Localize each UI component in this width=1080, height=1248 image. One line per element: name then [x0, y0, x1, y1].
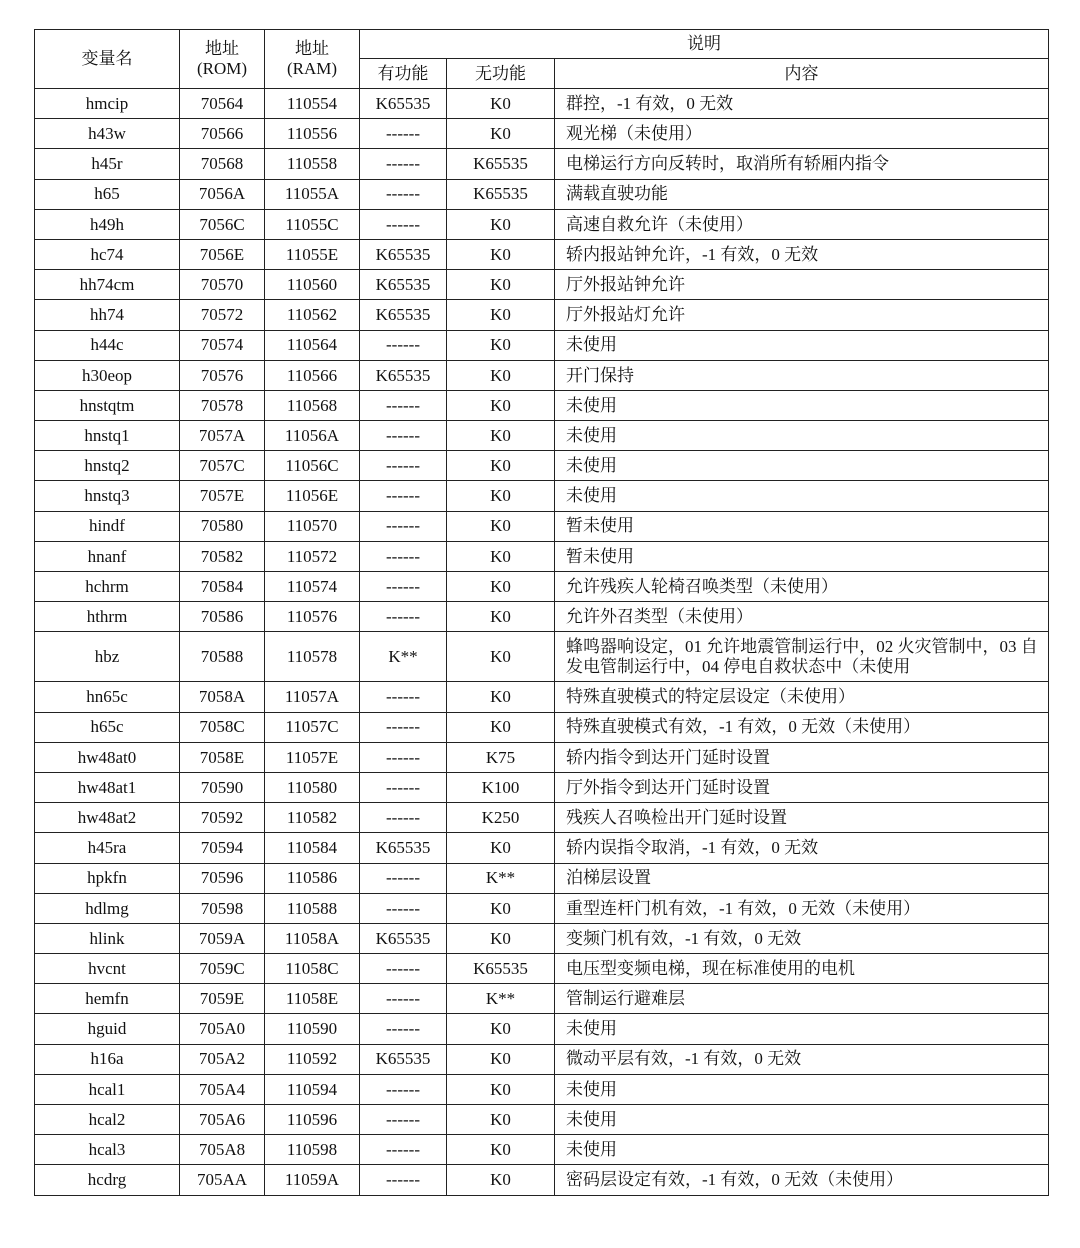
table-row	[35, 833, 1049, 863]
ram-address-cell: 11056C	[265, 451, 360, 481]
var-name-cell: hthrm	[35, 602, 180, 632]
table-row	[35, 1044, 1049, 1074]
has-function-cell: ------	[360, 803, 447, 833]
var-name-cell: hemfn	[35, 984, 180, 1014]
description-cell: 未使用	[555, 1135, 1049, 1165]
description-cell: 特殊直驶模式有效，-1 有效，0 无效（未使用）	[555, 712, 1049, 742]
has-function-cell: ------	[360, 179, 447, 209]
var-name-cell: hlink	[35, 923, 180, 953]
no-function-cell: K0	[447, 923, 555, 953]
var-name-cell: hguid	[35, 1014, 180, 1044]
rom-address-cell: 705AA	[180, 1165, 265, 1195]
rom-address-cell: 70584	[180, 572, 265, 602]
var-name-cell: hw48at1	[35, 772, 180, 802]
rom-address-cell: 70578	[180, 390, 265, 420]
ram-address-cell: 110592	[265, 1044, 360, 1074]
ram-address-cell: 11058E	[265, 984, 360, 1014]
table-row	[35, 481, 1049, 511]
table-row	[35, 923, 1049, 953]
var-name-cell: hn65c	[35, 682, 180, 712]
description-cell: 观光梯（未使用）	[555, 119, 1049, 149]
table-row	[35, 511, 1049, 541]
no-function-cell: K0	[447, 572, 555, 602]
ram-address-cell: 11057E	[265, 742, 360, 772]
no-function-cell: K0	[447, 270, 555, 300]
no-function-cell: K0	[447, 632, 555, 682]
ram-address-cell: 110598	[265, 1135, 360, 1165]
no-function-cell: K0	[447, 421, 555, 451]
has-function-cell: ------	[360, 602, 447, 632]
rom-address-cell: 7059C	[180, 954, 265, 984]
has-function-cell: ------	[360, 451, 447, 481]
var-name-cell: h65	[35, 179, 180, 209]
ram-address-cell: 110578	[265, 632, 360, 682]
header-content: 内容	[555, 59, 1049, 89]
rom-address-cell: 70586	[180, 602, 265, 632]
description-cell: 未使用	[555, 451, 1049, 481]
rom-address-cell: 705A0	[180, 1014, 265, 1044]
header-addr-rom: 地址 (ROM)	[180, 30, 265, 89]
ram-address-cell: 11056E	[265, 481, 360, 511]
table-row	[35, 893, 1049, 923]
rom-address-cell: 7056E	[180, 239, 265, 269]
table-row	[35, 330, 1049, 360]
no-function-cell: K0	[447, 682, 555, 712]
has-function-cell: ------	[360, 772, 447, 802]
no-function-cell: K0	[447, 1135, 555, 1165]
has-function-cell: ------	[360, 1165, 447, 1195]
ram-address-cell: 110558	[265, 149, 360, 179]
var-name-cell: hnstq2	[35, 451, 180, 481]
rom-address-cell: 70596	[180, 863, 265, 893]
table-body	[35, 89, 1049, 1196]
table-row	[35, 89, 1049, 119]
var-name-cell: hnstqtm	[35, 390, 180, 420]
ram-address-cell: 11058C	[265, 954, 360, 984]
ram-address-cell: 11056A	[265, 421, 360, 451]
header-has-func: 有功能	[360, 59, 447, 89]
table-row	[35, 742, 1049, 772]
var-name-cell: hbz	[35, 632, 180, 682]
var-name-cell: hw48at0	[35, 742, 180, 772]
table-row	[35, 421, 1049, 451]
description-cell: 未使用	[555, 481, 1049, 511]
var-name-cell: hcal3	[35, 1135, 180, 1165]
ram-address-cell: 11059A	[265, 1165, 360, 1195]
rom-address-cell: 7058E	[180, 742, 265, 772]
var-name-cell: hw48at2	[35, 803, 180, 833]
table-row	[35, 1074, 1049, 1104]
rom-address-cell: 705A4	[180, 1074, 265, 1104]
var-name-cell: h65c	[35, 712, 180, 742]
ram-address-cell: 110588	[265, 893, 360, 923]
ram-address-cell: 11057A	[265, 682, 360, 712]
rom-address-cell: 70572	[180, 300, 265, 330]
table-row	[35, 863, 1049, 893]
no-function-cell: K0	[447, 602, 555, 632]
description-cell: 暂未使用	[555, 511, 1049, 541]
description-cell: 未使用	[555, 390, 1049, 420]
has-function-cell: ------	[360, 1105, 447, 1135]
description-cell: 轿内误指令取消，-1 有效，0 无效	[555, 833, 1049, 863]
description-cell: 群控，-1 有效，0 无效	[555, 89, 1049, 119]
no-function-cell: K0	[447, 1105, 555, 1135]
has-function-cell: ------	[360, 954, 447, 984]
rom-address-cell: 70576	[180, 360, 265, 390]
no-function-cell: K0	[447, 451, 555, 481]
ram-address-cell: 110590	[265, 1014, 360, 1044]
table-row	[35, 602, 1049, 632]
ram-address-cell: 110596	[265, 1105, 360, 1135]
rom-address-cell: 70598	[180, 893, 265, 923]
description-cell: 电梯运行方向反转时，取消所有轿厢内指令	[555, 149, 1049, 179]
table-row	[35, 209, 1049, 239]
has-function-cell: K65535	[360, 89, 447, 119]
description-cell: 管制运行避难层	[555, 984, 1049, 1014]
ram-address-cell: 11055A	[265, 179, 360, 209]
description-cell: 厅外报站灯允许	[555, 300, 1049, 330]
no-function-cell: K0	[447, 1074, 555, 1104]
no-function-cell: K0	[447, 1165, 555, 1195]
no-function-cell: K0	[447, 330, 555, 360]
has-function-cell: ------	[360, 149, 447, 179]
description-cell: 变频门机有效，-1 有效，0 无效	[555, 923, 1049, 953]
rom-address-cell: 7057C	[180, 451, 265, 481]
table-row	[35, 451, 1049, 481]
var-name-cell: hindf	[35, 511, 180, 541]
rom-address-cell: 7056C	[180, 209, 265, 239]
table-row	[35, 772, 1049, 802]
description-cell: 厅外报站钟允许	[555, 270, 1049, 300]
has-function-cell: ------	[360, 119, 447, 149]
ram-address-cell: 110562	[265, 300, 360, 330]
table-row	[35, 572, 1049, 602]
no-function-cell: K0	[447, 893, 555, 923]
ram-address-cell: 110580	[265, 772, 360, 802]
var-name-cell: h45ra	[35, 833, 180, 863]
description-cell: 高速自救允许（未使用）	[555, 209, 1049, 239]
table-row	[35, 179, 1049, 209]
has-function-cell: ------	[360, 1074, 447, 1104]
description-cell: 泊梯层设置	[555, 863, 1049, 893]
ram-address-cell: 110572	[265, 541, 360, 571]
rom-address-cell: 705A8	[180, 1135, 265, 1165]
description-cell: 允许残疾人轮椅召唤类型（未使用）	[555, 572, 1049, 602]
rom-address-cell: 70574	[180, 330, 265, 360]
no-function-cell: K0	[447, 300, 555, 330]
ram-address-cell: 110568	[265, 390, 360, 420]
var-name-cell: hc74	[35, 239, 180, 269]
var-name-cell: hnstq3	[35, 481, 180, 511]
description-cell: 未使用	[555, 1014, 1049, 1044]
rom-address-cell: 7058C	[180, 712, 265, 742]
table-row	[35, 541, 1049, 571]
rom-address-cell: 70568	[180, 149, 265, 179]
table-row	[35, 390, 1049, 420]
table-row	[35, 1135, 1049, 1165]
header-addr-ram: 地址 (RAM)	[265, 30, 360, 89]
rom-address-cell: 7057E	[180, 481, 265, 511]
has-function-cell: K65535	[360, 239, 447, 269]
no-function-cell: K0	[447, 390, 555, 420]
var-name-cell: hnstq1	[35, 421, 180, 451]
var-name-cell: h45r	[35, 149, 180, 179]
parameter-table	[34, 29, 1049, 1196]
table-row	[35, 712, 1049, 742]
var-name-cell: hh74	[35, 300, 180, 330]
rom-address-cell: 70566	[180, 119, 265, 149]
var-name-cell: hdlmg	[35, 893, 180, 923]
description-cell: 特殊直驶模式的特定层设定（未使用）	[555, 682, 1049, 712]
rom-address-cell: 70564	[180, 89, 265, 119]
rom-address-cell: 70594	[180, 833, 265, 863]
ram-address-cell: 110560	[265, 270, 360, 300]
no-function-cell: K0	[447, 119, 555, 149]
var-name-cell: hpkfn	[35, 863, 180, 893]
var-name-cell: h49h	[35, 209, 180, 239]
no-function-cell: K75	[447, 742, 555, 772]
no-function-cell: K65535	[447, 179, 555, 209]
rom-address-cell: 70588	[180, 632, 265, 682]
table-row	[35, 803, 1049, 833]
no-function-cell: K65535	[447, 954, 555, 984]
no-function-cell: K0	[447, 481, 555, 511]
rom-address-cell: 705A2	[180, 1044, 265, 1074]
ram-address-cell: 110576	[265, 602, 360, 632]
has-function-cell: ------	[360, 984, 447, 1014]
description-cell: 残疾人召唤检出开门延时设置	[555, 803, 1049, 833]
header-no-func: 无功能	[447, 59, 555, 89]
no-function-cell: K0	[447, 360, 555, 390]
no-function-cell: K**	[447, 984, 555, 1014]
has-function-cell: K65535	[360, 300, 447, 330]
table-row	[35, 632, 1049, 682]
has-function-cell: K65535	[360, 270, 447, 300]
ram-address-cell: 110582	[265, 803, 360, 833]
ram-address-cell: 11055E	[265, 239, 360, 269]
ram-address-cell: 110584	[265, 833, 360, 863]
rom-address-cell: 7056A	[180, 179, 265, 209]
description-cell: 开门保持	[555, 360, 1049, 390]
ram-address-cell: 110556	[265, 119, 360, 149]
description-cell: 微动平层有效，-1 有效，0 无效	[555, 1044, 1049, 1074]
description-cell: 暂未使用	[555, 541, 1049, 571]
no-function-cell: K0	[447, 209, 555, 239]
var-name-cell: hcal1	[35, 1074, 180, 1104]
rom-address-cell: 705A6	[180, 1105, 265, 1135]
table-row	[35, 300, 1049, 330]
var-name-cell: h30eop	[35, 360, 180, 390]
header-description: 说明	[360, 30, 1049, 59]
description-cell: 未使用	[555, 1074, 1049, 1104]
var-name-cell: h16a	[35, 1044, 180, 1074]
has-function-cell: ------	[360, 481, 447, 511]
description-cell: 密码层设定有效，-1 有效，0 无效（未使用）	[555, 1165, 1049, 1195]
has-function-cell: ------	[360, 1135, 447, 1165]
description-cell: 电压型变频电梯，现在标准使用的电机	[555, 954, 1049, 984]
ram-address-cell: 11058A	[265, 923, 360, 953]
ram-address-cell: 110554	[265, 89, 360, 119]
rom-address-cell: 7058A	[180, 682, 265, 712]
rom-address-cell: 70570	[180, 270, 265, 300]
has-function-cell: ------	[360, 572, 447, 602]
has-function-cell: ------	[360, 209, 447, 239]
table-row	[35, 119, 1049, 149]
ram-address-cell: 11057C	[265, 712, 360, 742]
table-row	[35, 1165, 1049, 1195]
has-function-cell: ------	[360, 742, 447, 772]
description-cell: 满载直驶功能	[555, 179, 1049, 209]
no-function-cell: K0	[447, 511, 555, 541]
description-cell: 蜂鸣器响设定，01 允许地震管制运行中，02 火灾管制中，03 自发电管制运行中，04 停电自救状态中（未使用	[555, 632, 1049, 682]
no-function-cell: K100	[447, 772, 555, 802]
no-function-cell: K65535	[447, 149, 555, 179]
description-cell: 轿内报站钟允许，-1 有效，0 无效	[555, 239, 1049, 269]
rom-address-cell: 70590	[180, 772, 265, 802]
var-name-cell: hcdrg	[35, 1165, 180, 1195]
var-name-cell: hnanf	[35, 541, 180, 571]
description-cell: 未使用	[555, 330, 1049, 360]
no-function-cell: K0	[447, 541, 555, 571]
has-function-cell: ------	[360, 712, 447, 742]
description-cell: 重型连杆门机有效，-1 有效，0 无效（未使用）	[555, 893, 1049, 923]
table-row	[35, 360, 1049, 390]
rom-address-cell: 70592	[180, 803, 265, 833]
has-function-cell: K65535	[360, 1044, 447, 1074]
var-name-cell: hh74cm	[35, 270, 180, 300]
no-function-cell: K0	[447, 1044, 555, 1074]
ram-address-cell: 110574	[265, 572, 360, 602]
table-row	[35, 682, 1049, 712]
no-function-cell: K**	[447, 863, 555, 893]
has-function-cell: ------	[360, 1014, 447, 1044]
rom-address-cell: 7059E	[180, 984, 265, 1014]
table-row	[35, 149, 1049, 179]
has-function-cell: ------	[360, 863, 447, 893]
rom-address-cell: 70580	[180, 511, 265, 541]
no-function-cell: K250	[447, 803, 555, 833]
var-name-cell: h44c	[35, 330, 180, 360]
table-row	[35, 270, 1049, 300]
description-cell: 未使用	[555, 1105, 1049, 1135]
ram-address-cell: 110564	[265, 330, 360, 360]
no-function-cell: K0	[447, 239, 555, 269]
no-function-cell: K0	[447, 833, 555, 863]
rom-address-cell: 7057A	[180, 421, 265, 451]
description-cell: 厅外指令到达开门延时设置	[555, 772, 1049, 802]
var-name-cell: h43w	[35, 119, 180, 149]
has-function-cell: ------	[360, 541, 447, 571]
has-function-cell: ------	[360, 390, 447, 420]
has-function-cell: ------	[360, 893, 447, 923]
ram-address-cell: 11055C	[265, 209, 360, 239]
table-row	[35, 984, 1049, 1014]
var-name-cell: hvcnt	[35, 954, 180, 984]
table-row	[35, 954, 1049, 984]
has-function-cell: K65535	[360, 923, 447, 953]
has-function-cell: K**	[360, 632, 447, 682]
table-row	[35, 1014, 1049, 1044]
has-function-cell: K65535	[360, 833, 447, 863]
ram-address-cell: 110594	[265, 1074, 360, 1104]
has-function-cell: K65535	[360, 360, 447, 390]
no-function-cell: K0	[447, 89, 555, 119]
var-name-cell: hmcip	[35, 89, 180, 119]
no-function-cell: K0	[447, 1014, 555, 1044]
description-cell: 未使用	[555, 421, 1049, 451]
has-function-cell: ------	[360, 511, 447, 541]
rom-address-cell: 7059A	[180, 923, 265, 953]
table-row	[35, 1105, 1049, 1135]
description-cell: 轿内指令到达开门延时设置	[555, 742, 1049, 772]
no-function-cell: K0	[447, 712, 555, 742]
header-var-name: 变量名	[35, 30, 180, 89]
description-cell: 允许外召类型（未使用）	[555, 602, 1049, 632]
ram-address-cell: 110586	[265, 863, 360, 893]
ram-address-cell: 110566	[265, 360, 360, 390]
var-name-cell: hcal2	[35, 1105, 180, 1135]
has-function-cell: ------	[360, 330, 447, 360]
has-function-cell: ------	[360, 682, 447, 712]
has-function-cell: ------	[360, 421, 447, 451]
rom-address-cell: 70582	[180, 541, 265, 571]
var-name-cell: hchrm	[35, 572, 180, 602]
table-row	[35, 239, 1049, 269]
ram-address-cell: 110570	[265, 511, 360, 541]
